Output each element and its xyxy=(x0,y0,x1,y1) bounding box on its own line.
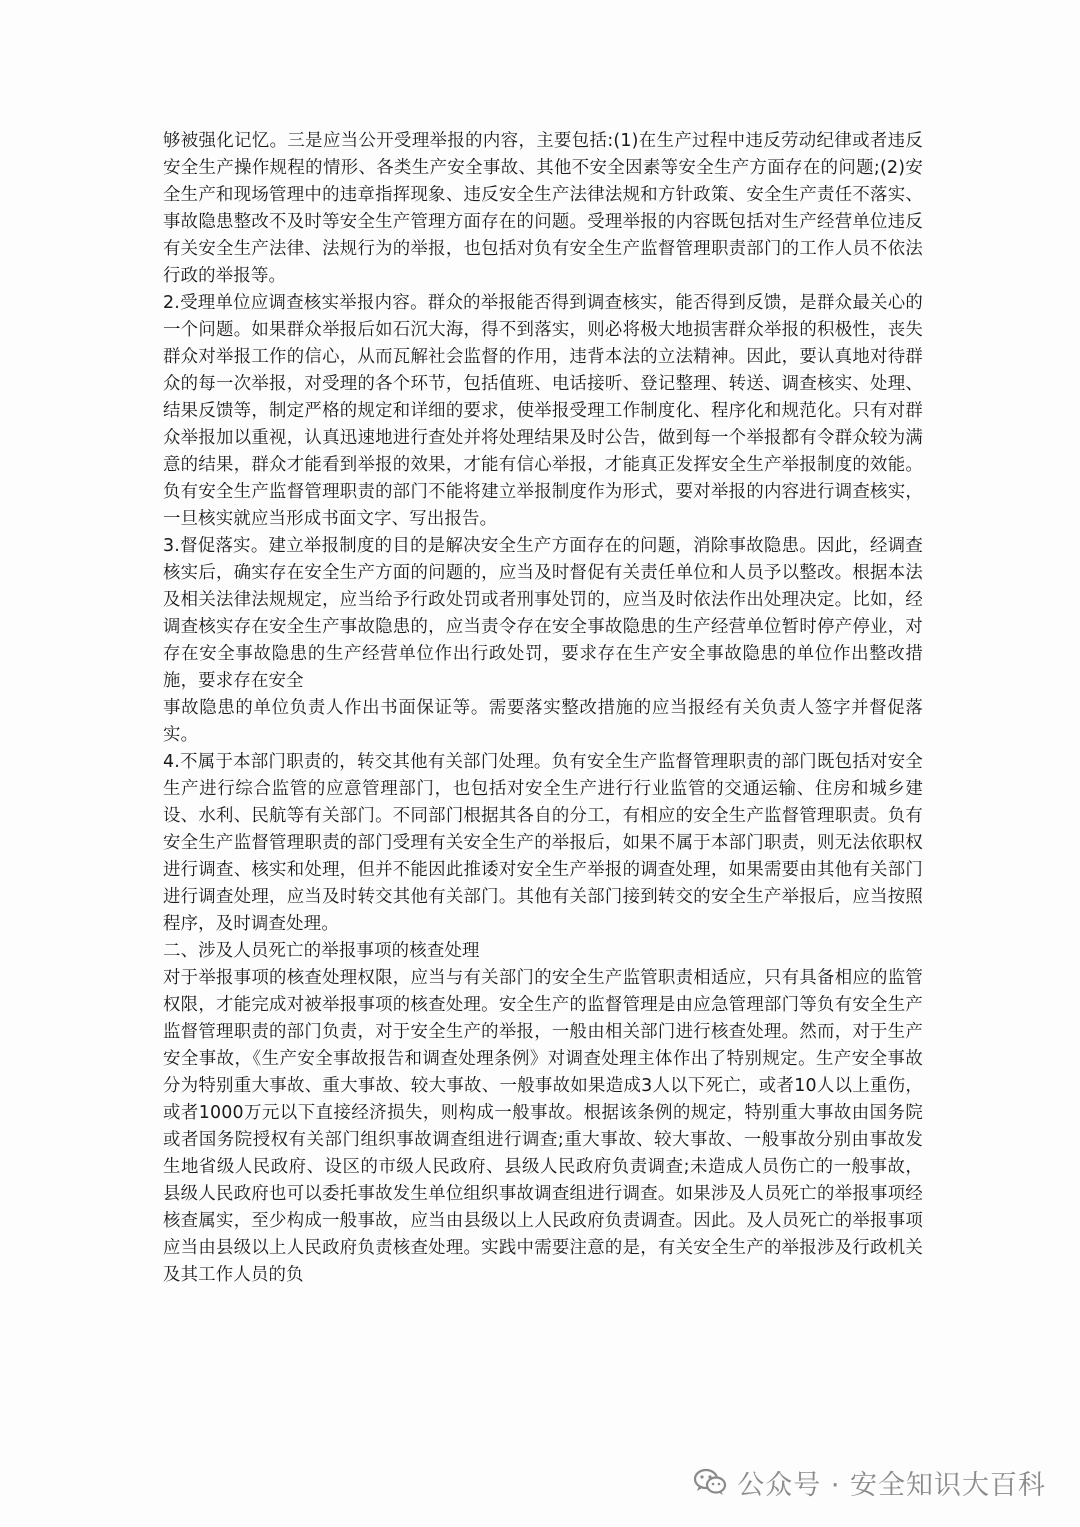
section-heading: 二、涉及人员死亡的举报事项的核查处理 xyxy=(163,941,480,961)
paragraph-investigate-verify: 2.受理单位应调查核实举报内容。群众的举报能否得到调查核实，能否得到反馈，是群众最关心的一个问题。如果群众举报后如石沉大海，得不到落实，则必将极大地损害群众举报的积极性，丧失群众对举报工作的信心，从而瓦解社会监督的作用，违背本法的立法精神。因此，要认真地对待群众的每一次举报，对受理的各个环节，包括值班、电话接听、登记整理、转送、调查核实、处理、结果反馈等，制定严格的规定和详细的要求，使举报受理工作制度化、程序化和规范化。只有对群众举报加以重视，认真迅速地进行查处并将处理结果及时公告，做到每一个举报都有令群众较为满意的结果，群众才能看到举报的效果，才能有信心举报，才能真正发挥安全生产举报制度的效能。负有安全生产监督管理职责的部门不能将建立举报制度作为形式，要对举报的内容进行调查核实，一旦核实就应当形成书面文字、写出报告。 xyxy=(163,293,923,529)
document-body xyxy=(163,128,923,1289)
paragraph-supervise-implementation: 3.督促落实。建立举报制度的目的是解决安全生产方面存在的问题，消除事故隐患。因此，经调查核实后，确实存在安全生产方面的问题的，应当及时督促有关责任单位和人员予以整改。根据本法及相关法律法规规定，应当给予行政处罚或者刑事处罚的，应当及时依法作出处理决定。比如，经调查核实存在安全生产事故隐患的，应当责令存在安全事故隐患的生产经营单位暂时停产停业，对存在安全事故隐患的生产经营单位作出行政处罚，要求存在生产安全事故隐患的单位作出整改措施，要求存在安全 xyxy=(163,536,923,691)
wechat-icon xyxy=(693,1467,727,1497)
paragraph-death-report-verification: 对于举报事项的核查处理权限，应当与有关部门的安全生产监管职责相适应，只有具备相应的监管权限，才能完成对被举报事项的核查处理。安全生产的监督管理是由应急管理部门等负有安全生产监督管理职责的部门负责，对于安全生产的举报，一般由相关部门进行核查处理。然而，对于生产安全事故，《生产安全事故报告和调查处理条例》对调查处理主体作出了特别规定。生产安全事故分为特别重大事故、重大事故、较大事故、一般事故如果造成3人以下死亡，或者10人以上重伤，或者1000万元以下直接经济损失，则构成一般事故。根据该条例的规定，特别重大事故由国务院或者国务院授权有关部门组织事故调查组进行调查;重大事故、较大事故、一般事故分别由事故发生地省级人民政府、设区的市级人民政府、县级人民政府负责调查;未造成人员伤亡的一般事故，县级人民政府也可以委托事故发生单位组织事故调查组进行调查。如果涉及人员死亡的举报事项经核查属实，至少构成一般事故，应当由县级以上人民政府负责调查。因此。及人员死亡的举报事项应当由县级以上人民政府负责核查处理。实践中需要注意的是，有关安全生产的举报涉及行政机关及其工作人员的负 xyxy=(163,968,923,1285)
watermark-text: 公众号 · 安全知识大百科 xyxy=(737,1469,1046,1501)
paragraph-supervise-continuation: 事故隐患的单位负责人作出书面保证等。需要落实整改措施的应当报经有关负责人签字并督促落实。 xyxy=(163,698,923,745)
paragraph-transfer-departments: 4.不属于本部门职责的，转交其他有关部门处理。负有安全生产监督管理职责的部门既包括对安全生产进行综合监管的应意管理部门，也包括对安全生产进行行业监管的交通运输、住房和城乡建设、水利、民航等有关部门。不同部门根据其各自的分工，有相应的安全生产监督管理职责。负有安全生产监督管理职责的部门受理有关安全生产的举报后，如果不属于本部门职责，则无法依职权进行调查、核实和处理，但并不能因此推诿对安全生产举报的调查处理，如果需要由其他有关部门进行调查处理，应当及时转交其他有关部门。其他有关部门接到转交的安全生产举报后，应当按照程序，及时调查处理。 xyxy=(163,752,923,934)
watermark xyxy=(693,1462,1046,1502)
paragraph-reporting-content: 够被强化记忆。三是应当公开受理举报的内容，主要包括:(1)在生产过程中违反劳动纪律或者违反安全生产操作规程的情形、各类生产安全事故、其他不安全因素等安全生产方面存在的问题;(2)安全生产和现场管理中的违章指挥现象、违反安全生产法律法规和方针政策、安全生产责任不落实、事故隐患整改不及时等安全生产管理方面存在的问题。受理举报的内容既包括对生产经营单位违反有关安全生产法律、法规行为的举报，也包括对负有安全生产监督管理职责部门的工作人员不依法行政的举报等。 xyxy=(163,131,923,286)
